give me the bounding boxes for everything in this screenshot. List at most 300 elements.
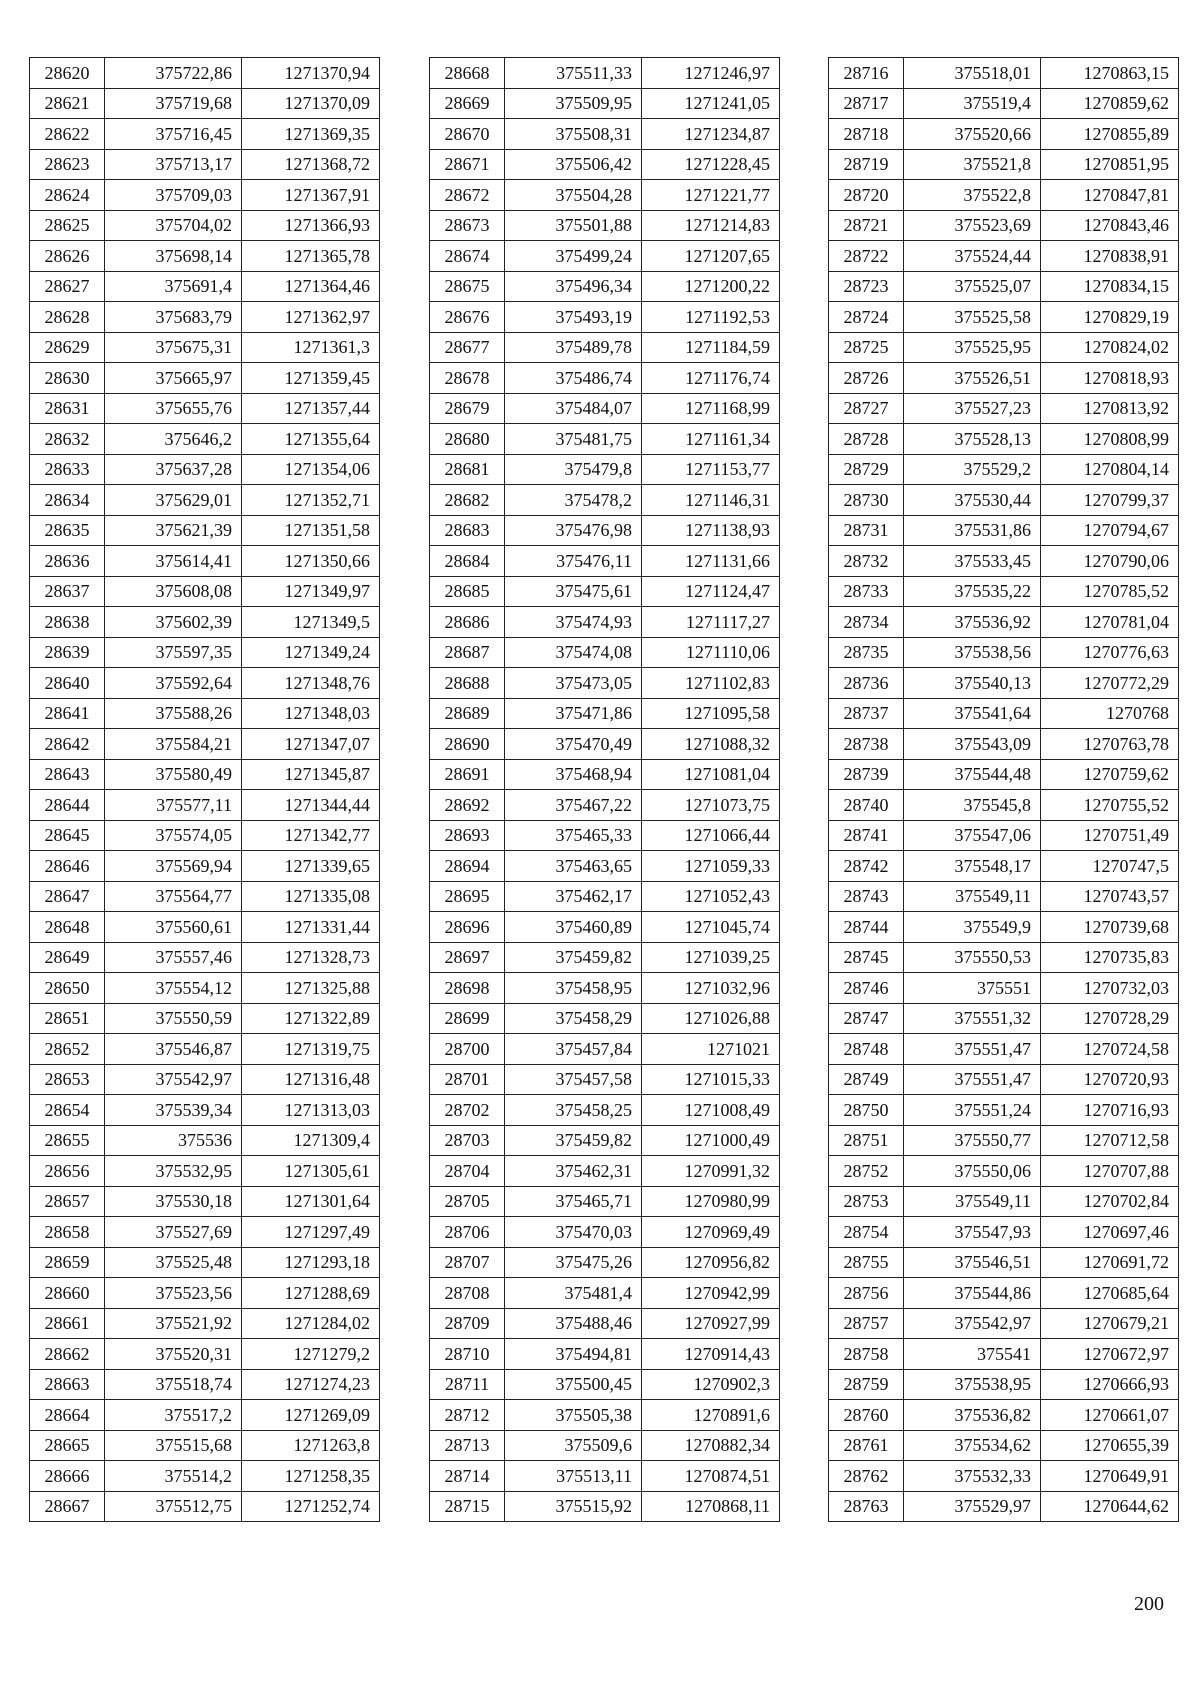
- x-coordinate-cell: 375551,24: [904, 1095, 1041, 1126]
- x-coordinate-cell: 375722,86: [105, 58, 242, 89]
- x-coordinate-cell: 375473,05: [505, 668, 642, 699]
- table-row: [30, 912, 380, 943]
- x-coordinate-cell: 375515,92: [505, 1491, 642, 1522]
- y-coordinate-cell: 1270781,04: [1041, 607, 1179, 638]
- table-row: [430, 302, 780, 333]
- y-coordinate-cell: 1270735,83: [1041, 942, 1179, 973]
- table-row: [829, 698, 1179, 729]
- point-number-cell: 28735: [829, 637, 904, 668]
- point-number-cell: 28662: [30, 1339, 105, 1370]
- table-row: [430, 1308, 780, 1339]
- point-number-cell: 28706: [430, 1217, 505, 1248]
- x-coordinate-cell: 375525,95: [904, 332, 1041, 363]
- x-coordinate-cell: 375544,48: [904, 759, 1041, 790]
- y-coordinate-cell: 1270720,93: [1041, 1064, 1179, 1095]
- y-coordinate-cell: 1270824,02: [1041, 332, 1179, 363]
- table-row: [829, 912, 1179, 943]
- coordinates-table-3: [828, 57, 1179, 1522]
- y-coordinate-cell: 1271322,89: [242, 1003, 380, 1034]
- x-coordinate-cell: 375515,68: [105, 1430, 242, 1461]
- table-row: [829, 759, 1179, 790]
- point-number-cell: 28749: [829, 1064, 904, 1095]
- x-coordinate-cell: 375501,88: [505, 210, 642, 241]
- y-coordinate-cell: 1270834,15: [1041, 271, 1179, 302]
- coordinates-table-1: [29, 57, 380, 1522]
- x-coordinate-cell: 375534,62: [904, 1430, 1041, 1461]
- x-coordinate-cell: 375504,28: [505, 180, 642, 211]
- x-coordinate-cell: 375584,21: [105, 729, 242, 760]
- y-coordinate-cell: 1270768: [1041, 698, 1179, 729]
- table-row: [430, 637, 780, 668]
- point-number-cell: 28658: [30, 1217, 105, 1248]
- y-coordinate-cell: 1270859,62: [1041, 88, 1179, 119]
- x-coordinate-cell: 375514,2: [105, 1461, 242, 1492]
- y-coordinate-cell: 1270942,99: [642, 1278, 780, 1309]
- point-number-cell: 28677: [430, 332, 505, 363]
- table-row: [430, 1034, 780, 1065]
- point-number-cell: 28646: [30, 851, 105, 882]
- table-row: [430, 973, 780, 1004]
- table-row: [829, 973, 1179, 1004]
- y-coordinate-cell: 1270838,91: [1041, 241, 1179, 272]
- y-coordinate-cell: 1270759,62: [1041, 759, 1179, 790]
- x-coordinate-cell: 375550,06: [904, 1156, 1041, 1187]
- table-row: [430, 180, 780, 211]
- table-row: [30, 1156, 380, 1187]
- point-number-cell: 28621: [30, 88, 105, 119]
- x-coordinate-cell: 375525,48: [105, 1247, 242, 1278]
- x-coordinate-cell: 375551,47: [904, 1034, 1041, 1065]
- y-coordinate-cell: 1270874,51: [642, 1461, 780, 1492]
- y-coordinate-cell: 1271269,09: [242, 1400, 380, 1431]
- table-row: [30, 332, 380, 363]
- y-coordinate-cell: 1271309,4: [242, 1125, 380, 1156]
- table-row: [829, 820, 1179, 851]
- table-row: [829, 1461, 1179, 1492]
- table-row: [430, 241, 780, 272]
- point-number-cell: 28653: [30, 1064, 105, 1095]
- table-row: [30, 1461, 380, 1492]
- table-row: [430, 881, 780, 912]
- y-coordinate-cell: 1270851,95: [1041, 149, 1179, 180]
- point-number-cell: 28698: [430, 973, 505, 1004]
- point-number-cell: 28636: [30, 546, 105, 577]
- table-row: [30, 1186, 380, 1217]
- y-coordinate-cell: 1270755,52: [1041, 790, 1179, 821]
- table-row: [30, 1339, 380, 1370]
- point-number-cell: 28661: [30, 1308, 105, 1339]
- y-coordinate-cell: 1270891,6: [642, 1400, 780, 1431]
- y-coordinate-cell: 1270743,57: [1041, 881, 1179, 912]
- y-coordinate-cell: 1271207,65: [642, 241, 780, 272]
- y-coordinate-cell: 1271059,33: [642, 851, 780, 882]
- point-number-cell: 28688: [430, 668, 505, 699]
- point-number-cell: 28633: [30, 454, 105, 485]
- x-coordinate-cell: 375543,09: [904, 729, 1041, 760]
- x-coordinate-cell: 375588,26: [105, 698, 242, 729]
- x-coordinate-cell: 375463,65: [505, 851, 642, 882]
- table-row: [430, 149, 780, 180]
- point-number-cell: 28631: [30, 393, 105, 424]
- point-number-cell: 28671: [430, 149, 505, 180]
- point-number-cell: 28678: [430, 363, 505, 394]
- y-coordinate-cell: 1271081,04: [642, 759, 780, 790]
- point-number-cell: 28685: [430, 576, 505, 607]
- x-coordinate-cell: 375500,45: [505, 1369, 642, 1400]
- x-coordinate-cell: 375505,38: [505, 1400, 642, 1431]
- table-row: [30, 88, 380, 119]
- table-row: [430, 1125, 780, 1156]
- x-coordinate-cell: 375530,44: [904, 485, 1041, 516]
- table-row: [30, 881, 380, 912]
- y-coordinate-cell: 1270763,78: [1041, 729, 1179, 760]
- table-row: [829, 180, 1179, 211]
- point-number-cell: 28634: [30, 485, 105, 516]
- x-coordinate-cell: 375569,94: [105, 851, 242, 882]
- table-row: [430, 454, 780, 485]
- x-coordinate-cell: 375462,17: [505, 881, 642, 912]
- table-row: [430, 1003, 780, 1034]
- point-number-cell: 28642: [30, 729, 105, 760]
- x-coordinate-cell: 375459,82: [505, 1125, 642, 1156]
- table-row: [829, 302, 1179, 333]
- point-number-cell: 28655: [30, 1125, 105, 1156]
- x-coordinate-cell: 375614,41: [105, 546, 242, 577]
- x-coordinate-cell: 375564,77: [105, 881, 242, 912]
- y-coordinate-cell: 1270666,93: [1041, 1369, 1179, 1400]
- x-coordinate-cell: 375474,93: [505, 607, 642, 638]
- table-row: [430, 576, 780, 607]
- table-row: [30, 790, 380, 821]
- x-coordinate-cell: 375592,64: [105, 668, 242, 699]
- point-number-cell: 28639: [30, 637, 105, 668]
- table-row: [30, 1064, 380, 1095]
- point-number-cell: 28738: [829, 729, 904, 760]
- point-number-cell: 28645: [30, 820, 105, 851]
- table-row: [829, 1156, 1179, 1187]
- point-number-cell: 28756: [829, 1278, 904, 1309]
- point-number-cell: 28734: [829, 607, 904, 638]
- x-coordinate-cell: 375458,29: [505, 1003, 642, 1034]
- table-row: [829, 1491, 1179, 1522]
- x-coordinate-cell: 375470,49: [505, 729, 642, 760]
- point-number-cell: 28716: [829, 58, 904, 89]
- x-coordinate-cell: 375541,64: [904, 698, 1041, 729]
- x-coordinate-cell: 375529,97: [904, 1491, 1041, 1522]
- x-coordinate-cell: 375518,01: [904, 58, 1041, 89]
- table-row: [829, 729, 1179, 760]
- point-number-cell: 28694: [430, 851, 505, 882]
- table-row: [829, 1247, 1179, 1278]
- x-coordinate-cell: 375709,03: [105, 180, 242, 211]
- y-coordinate-cell: 1271015,33: [642, 1064, 780, 1095]
- point-number-cell: 28666: [30, 1461, 105, 1492]
- x-coordinate-cell: 375621,39: [105, 515, 242, 546]
- point-number-cell: 28732: [829, 546, 904, 577]
- table-row: [430, 851, 780, 882]
- x-coordinate-cell: 375506,42: [505, 149, 642, 180]
- table-row: [829, 58, 1179, 89]
- point-number-cell: 28758: [829, 1339, 904, 1370]
- x-coordinate-cell: 375478,2: [505, 485, 642, 516]
- x-coordinate-cell: 375536,82: [904, 1400, 1041, 1431]
- point-number-cell: 28725: [829, 332, 904, 363]
- table-row: [30, 942, 380, 973]
- table-row: [30, 1369, 380, 1400]
- point-number-cell: 28648: [30, 912, 105, 943]
- y-coordinate-cell: 1271316,48: [242, 1064, 380, 1095]
- y-coordinate-cell: 1270707,88: [1041, 1156, 1179, 1187]
- x-coordinate-cell: 375465,33: [505, 820, 642, 851]
- y-coordinate-cell: 1271364,46: [242, 271, 380, 302]
- y-coordinate-cell: 1271370,09: [242, 88, 380, 119]
- y-coordinate-cell: 1270855,89: [1041, 119, 1179, 150]
- point-number-cell: 28635: [30, 515, 105, 546]
- x-coordinate-cell: 375529,2: [904, 454, 1041, 485]
- point-number-cell: 28657: [30, 1186, 105, 1217]
- y-coordinate-cell: 1271279,2: [242, 1339, 380, 1370]
- point-number-cell: 28747: [829, 1003, 904, 1034]
- point-number-cell: 28713: [430, 1430, 505, 1461]
- x-coordinate-cell: 375458,95: [505, 973, 642, 1004]
- x-coordinate-cell: 375523,69: [904, 210, 1041, 241]
- x-coordinate-cell: 375541: [904, 1339, 1041, 1370]
- point-number-cell: 28711: [430, 1369, 505, 1400]
- table-row: [430, 1491, 780, 1522]
- point-number-cell: 28730: [829, 485, 904, 516]
- table-row: [30, 1095, 380, 1126]
- x-coordinate-cell: 375520,31: [105, 1339, 242, 1370]
- y-coordinate-cell: 1270697,46: [1041, 1217, 1179, 1248]
- table-row: [430, 332, 780, 363]
- x-coordinate-cell: 375520,66: [904, 119, 1041, 150]
- point-number-cell: 28674: [430, 241, 505, 272]
- table-row: [829, 88, 1179, 119]
- y-coordinate-cell: 1271345,87: [242, 759, 380, 790]
- x-coordinate-cell: 375551,47: [904, 1064, 1041, 1095]
- table-row: [30, 485, 380, 516]
- table-row: [430, 1095, 780, 1126]
- point-number-cell: 28724: [829, 302, 904, 333]
- table-row: [829, 363, 1179, 394]
- point-number-cell: 28641: [30, 698, 105, 729]
- y-coordinate-cell: 1270868,11: [642, 1491, 780, 1522]
- y-coordinate-cell: 1271184,59: [642, 332, 780, 363]
- x-coordinate-cell: 375475,61: [505, 576, 642, 607]
- y-coordinate-cell: 1271331,44: [242, 912, 380, 943]
- y-coordinate-cell: 1270813,92: [1041, 393, 1179, 424]
- page-number: 200: [1134, 1593, 1164, 1615]
- table-row: [829, 942, 1179, 973]
- y-coordinate-cell: 1271369,35: [242, 119, 380, 150]
- table-row: [430, 759, 780, 790]
- table-row: [829, 1369, 1179, 1400]
- x-coordinate-cell: 375646,2: [105, 424, 242, 455]
- table-row: [829, 668, 1179, 699]
- point-number-cell: 28684: [430, 546, 505, 577]
- x-coordinate-cell: 375531,86: [904, 515, 1041, 546]
- y-coordinate-cell: 1270790,06: [1041, 546, 1179, 577]
- x-coordinate-cell: 375525,58: [904, 302, 1041, 333]
- table-row: [30, 973, 380, 1004]
- table-row: [430, 1247, 780, 1278]
- point-number-cell: 28690: [430, 729, 505, 760]
- point-number-cell: 28622: [30, 119, 105, 150]
- y-coordinate-cell: 1271367,91: [242, 180, 380, 211]
- x-coordinate-cell: 375629,01: [105, 485, 242, 516]
- x-coordinate-cell: 375542,97: [904, 1308, 1041, 1339]
- table-row: [829, 119, 1179, 150]
- y-coordinate-cell: 1270728,29: [1041, 1003, 1179, 1034]
- point-number-cell: 28723: [829, 271, 904, 302]
- x-coordinate-cell: 375496,34: [505, 271, 642, 302]
- y-coordinate-cell: 1271354,06: [242, 454, 380, 485]
- table-row: [829, 1278, 1179, 1309]
- y-coordinate-cell: 1271274,23: [242, 1369, 380, 1400]
- point-number-cell: 28737: [829, 698, 904, 729]
- table-row: [30, 759, 380, 790]
- point-number-cell: 28647: [30, 881, 105, 912]
- y-coordinate-cell: 1270818,93: [1041, 363, 1179, 394]
- x-coordinate-cell: 375527,23: [904, 393, 1041, 424]
- y-coordinate-cell: 1271192,53: [642, 302, 780, 333]
- table-row: [430, 119, 780, 150]
- y-coordinate-cell: 1270772,29: [1041, 668, 1179, 699]
- y-coordinate-cell: 1270691,72: [1041, 1247, 1179, 1278]
- y-coordinate-cell: 1271305,61: [242, 1156, 380, 1187]
- point-number-cell: 28722: [829, 241, 904, 272]
- point-number-cell: 28664: [30, 1400, 105, 1431]
- point-number-cell: 28729: [829, 454, 904, 485]
- x-coordinate-cell: 375691,4: [105, 271, 242, 302]
- y-coordinate-cell: 1271021: [642, 1034, 780, 1065]
- y-coordinate-cell: 1271368,72: [242, 149, 380, 180]
- x-coordinate-cell: 375602,39: [105, 607, 242, 638]
- table-row: [30, 424, 380, 455]
- y-coordinate-cell: 1270739,68: [1041, 912, 1179, 943]
- x-coordinate-cell: 375546,87: [105, 1034, 242, 1065]
- point-number-cell: 28709: [430, 1308, 505, 1339]
- y-coordinate-cell: 1270902,3: [642, 1369, 780, 1400]
- y-coordinate-cell: 1271228,45: [642, 149, 780, 180]
- x-coordinate-cell: 375457,84: [505, 1034, 642, 1065]
- table-row: [430, 1339, 780, 1370]
- table-row: [30, 241, 380, 272]
- point-number-cell: 28712: [430, 1400, 505, 1431]
- y-coordinate-cell: 1271263,8: [242, 1430, 380, 1461]
- point-number-cell: 28650: [30, 973, 105, 1004]
- point-number-cell: 28680: [430, 424, 505, 455]
- y-coordinate-cell: 1270747,5: [1041, 851, 1179, 882]
- table-row: [430, 485, 780, 516]
- y-coordinate-cell: 1271319,75: [242, 1034, 380, 1065]
- y-coordinate-cell: 1271361,3: [242, 332, 380, 363]
- point-number-cell: 28746: [829, 973, 904, 1004]
- y-coordinate-cell: 1270829,19: [1041, 302, 1179, 333]
- x-coordinate-cell: 375560,61: [105, 912, 242, 943]
- y-coordinate-cell: 1271102,83: [642, 668, 780, 699]
- point-number-cell: 28702: [430, 1095, 505, 1126]
- x-coordinate-cell: 375488,46: [505, 1308, 642, 1339]
- table-row: [30, 149, 380, 180]
- x-coordinate-cell: 375655,76: [105, 393, 242, 424]
- table-row: [30, 851, 380, 882]
- table-row: [430, 1278, 780, 1309]
- y-coordinate-cell: 1271352,71: [242, 485, 380, 516]
- x-coordinate-cell: 375522,8: [904, 180, 1041, 211]
- x-coordinate-cell: 375486,74: [505, 363, 642, 394]
- x-coordinate-cell: 375465,71: [505, 1186, 642, 1217]
- point-number-cell: 28626: [30, 241, 105, 272]
- table-row: [30, 393, 380, 424]
- table-row: [30, 515, 380, 546]
- x-coordinate-cell: 375481,75: [505, 424, 642, 455]
- table-row: [30, 180, 380, 211]
- point-number-cell: 28627: [30, 271, 105, 302]
- x-coordinate-cell: 375698,14: [105, 241, 242, 272]
- table-row: [829, 1125, 1179, 1156]
- y-coordinate-cell: 1271344,44: [242, 790, 380, 821]
- y-coordinate-cell: 1270863,15: [1041, 58, 1179, 89]
- table-row: [829, 149, 1179, 180]
- y-coordinate-cell: 1270843,46: [1041, 210, 1179, 241]
- table-row: [30, 729, 380, 760]
- point-number-cell: 28697: [430, 942, 505, 973]
- x-coordinate-cell: 375683,79: [105, 302, 242, 333]
- table-row: [829, 393, 1179, 424]
- y-coordinate-cell: 1271362,97: [242, 302, 380, 333]
- x-coordinate-cell: 375512,75: [105, 1491, 242, 1522]
- y-coordinate-cell: 1271124,47: [642, 576, 780, 607]
- table-row: [430, 1461, 780, 1492]
- table-row: [430, 515, 780, 546]
- table-row: [829, 332, 1179, 363]
- point-number-cell: 28630: [30, 363, 105, 394]
- table-row: [30, 820, 380, 851]
- x-coordinate-cell: 375550,77: [904, 1125, 1041, 1156]
- point-number-cell: 28714: [430, 1461, 505, 1492]
- table-row: [430, 1217, 780, 1248]
- x-coordinate-cell: 375637,28: [105, 454, 242, 485]
- y-coordinate-cell: 1270724,58: [1041, 1034, 1179, 1065]
- x-coordinate-cell: 375519,4: [904, 88, 1041, 119]
- y-coordinate-cell: 1271349,5: [242, 607, 380, 638]
- x-coordinate-cell: 375533,45: [904, 546, 1041, 577]
- y-coordinate-cell: 1271370,94: [242, 58, 380, 89]
- point-number-cell: 28708: [430, 1278, 505, 1309]
- table-row: [30, 1034, 380, 1065]
- x-coordinate-cell: 375459,82: [505, 942, 642, 973]
- y-coordinate-cell: 1271052,43: [642, 881, 780, 912]
- point-number-cell: 28686: [430, 607, 505, 638]
- point-number-cell: 28755: [829, 1247, 904, 1278]
- y-coordinate-cell: 1271258,35: [242, 1461, 380, 1492]
- point-number-cell: 28629: [30, 332, 105, 363]
- x-coordinate-cell: 375550,53: [904, 942, 1041, 973]
- table-row: [430, 424, 780, 455]
- table-row: [829, 1217, 1179, 1248]
- y-coordinate-cell: 1271348,03: [242, 698, 380, 729]
- x-coordinate-cell: 375554,12: [105, 973, 242, 1004]
- point-number-cell: 28623: [30, 149, 105, 180]
- table-row: [30, 363, 380, 394]
- point-number-cell: 28656: [30, 1156, 105, 1187]
- table-row: [430, 1400, 780, 1431]
- point-number-cell: 28670: [430, 119, 505, 150]
- y-coordinate-cell: 1271339,65: [242, 851, 380, 882]
- y-coordinate-cell: 1271032,96: [642, 973, 780, 1004]
- x-coordinate-cell: 375489,78: [505, 332, 642, 363]
